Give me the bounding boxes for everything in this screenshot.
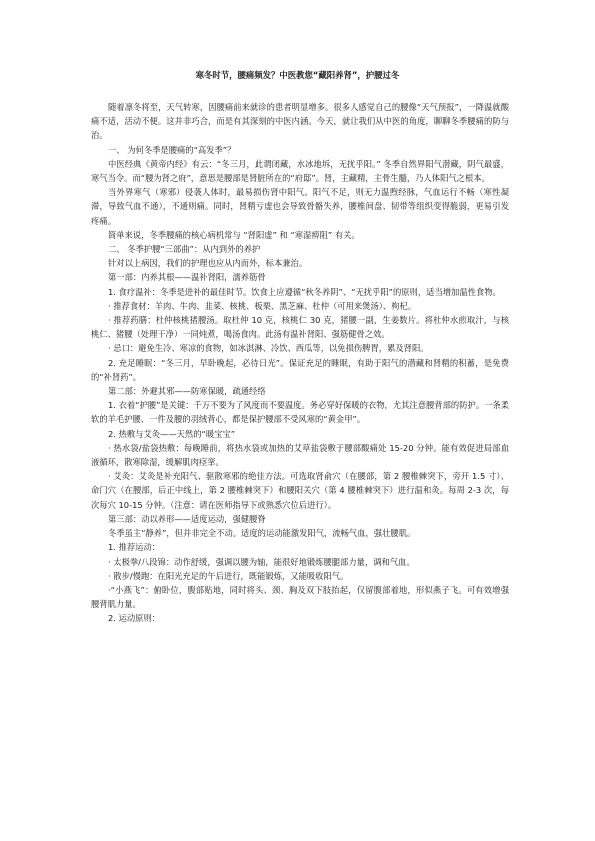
document-title: 寒冬时节，腰痛频发？中医教您“藏阳养肾”，护腰过冬 [195,70,400,80]
paragraph: · 艾灸：艾灸是补充阳气、驱散寒邪的绝佳方法。可选取肾俞穴（在腰部，第 2 腰椎棘突下，旁开 1.5 寸）、命门穴（在腰部，后正中线上，第 2 腰椎棘突下）和腰阳关穴（第 4 腰椎棘突下）进行温和灸。每周 2-3 次，每次每穴 10-15 分钟。（注意：请在医师指导下或熟悉穴位后进行）。 [91,471,509,510]
paragraph: · 热水袋/盐袋热敷：每晚睡前，将热水袋或加热的艾草盐袋敷于腰部酸痛处 15-20 分钟。能有效促进局部血液循环，散寒除湿，缓解肌肉痉挛。 [91,442,509,468]
paragraph: 2. 运动原则： [108,613,161,624]
paragraph: 2. 充足睡眠：“冬三月，早卧晚起，必待日光”。保证充足的睡眠，有助于阳气的潜藏和肾精的积蓄，是免费的“补肾药”。 [91,357,509,382]
paragraph: 二、 冬季护腰“三部曲”：从内到外的养护 [108,244,261,255]
document-body [91,100,509,626]
paragraph: · 散步/慢跑：在阳光充足的午后进行，既能锻炼，又能吸收阳气。 [108,570,349,581]
paragraph: · 推荐食材：羊肉、牛肉、韭菜、核桃、板栗、黑芝麻、杜仲（可用来煲汤）、枸杞。 [108,300,417,311]
paragraph: 第三部：动以养形——适度运动，强健腰脊 [108,513,266,524]
paragraph: 1. 衣着“护腰”是关键：千万不要为了风度而不要温度。务必穿好保暖的衣物，尤其注意腰背部的防护。一条柔软的羊毛护腰、一件及腰的羽绒背心，都是保护腰部不受风寒的“黄金甲”。 [91,400,509,425]
paragraph: 1. 推荐运动： [108,542,161,553]
paragraph: 当外界寒气（寒邪）侵袭人体时，最易损伤肾中阳气。阳气不足，则无力温煦经脉，气血运行不畅（寒性凝滞，导致气血不通），不通则痛。同时，肾精亏虚也会导致骨骼失养，腰椎间盘、韧带等组织变得脆弱，更易引发疼痛。 [91,187,509,226]
paragraph: 针对以上病因，我们的护理也应从内而外，标本兼治。 [108,258,308,269]
paragraph: 2. 热敷与艾灸——天然的“暖宝宝” [108,428,236,439]
paragraph: ·“小燕飞”：俯卧位，腹部贴地，同时将头、颈、胸及双下肢抬起，仅留腹部着地，形似燕子飞。可有效增强腰背肌力量。 [91,584,509,610]
paragraph: 第一部：内养其根——温补肾阳，濡养筋骨 [108,272,266,283]
paragraph: 简单来说，冬季腰痛的核心病机常与 “肾阳虚” 和 “寒湿痹阻” 有关。 [108,229,360,240]
paragraph: 随着凛冬将至，天气转寒，因腰痛前来就诊的患者明显增多。很多人感觉自己的腰像“天气预报”，一降温就酸痛不适，活动不便。这并非巧合，而是有其深刻的中医内涵。今天，就让我们从中医的角度，聊聊冬季腰痛的防与治。 [91,102,509,141]
paragraph: · 推荐药膳：杜仲核桃猪腰汤。取杜仲 10 克，核桃仁 30 克，猪腰一副，生姜数片。将杜仲水煎取汁，与核桃仁、猪腰（处理干净）一同炖煮，喝汤食肉。此汤有温补肾阳、强筋健骨之效。 [91,315,509,340]
paragraph: 中医经典《黄帝内经》有云：“冬三月，此谓闭藏，水冰地坼，无扰乎阳。” 冬季自然界阳气潜藏，阴气最盛，寒气当令。而“腰为肾之府”，意思是腰部是肾脏所在的“府邸”。肾，主藏精，主骨生髓，乃人体阳气之根本。 [91,158,509,184]
paragraph: 一、 为何冬季是腰痛的“高发季”？ [108,144,236,155]
paragraph: · 太极拳/八段锦：动作舒缓，强调以腰为轴，能很好地锻炼腰腿部力量，调和气血。 [108,556,415,567]
paragraph: · 忌口：避免生冷、寒凉的食物，如冰淇淋、冷饮、西瓜等，以免损伤脾胃，累及肾阳。 [108,343,429,354]
paragraph: 第二部：外避其邪——防寒保暖，疏通经络 [108,386,266,397]
paragraph: 冬季虽主“静养”，但并非完全不动。适度的运动能激发阳气，流畅气血，强壮腰肌。 [108,528,416,539]
paragraph: 1. 食疗温补：冬季是进补的最佳时节。饮食上应遵循“秋冬养阴”、“无扰乎阳”的原则，适当增加温性食物。 [108,286,501,297]
